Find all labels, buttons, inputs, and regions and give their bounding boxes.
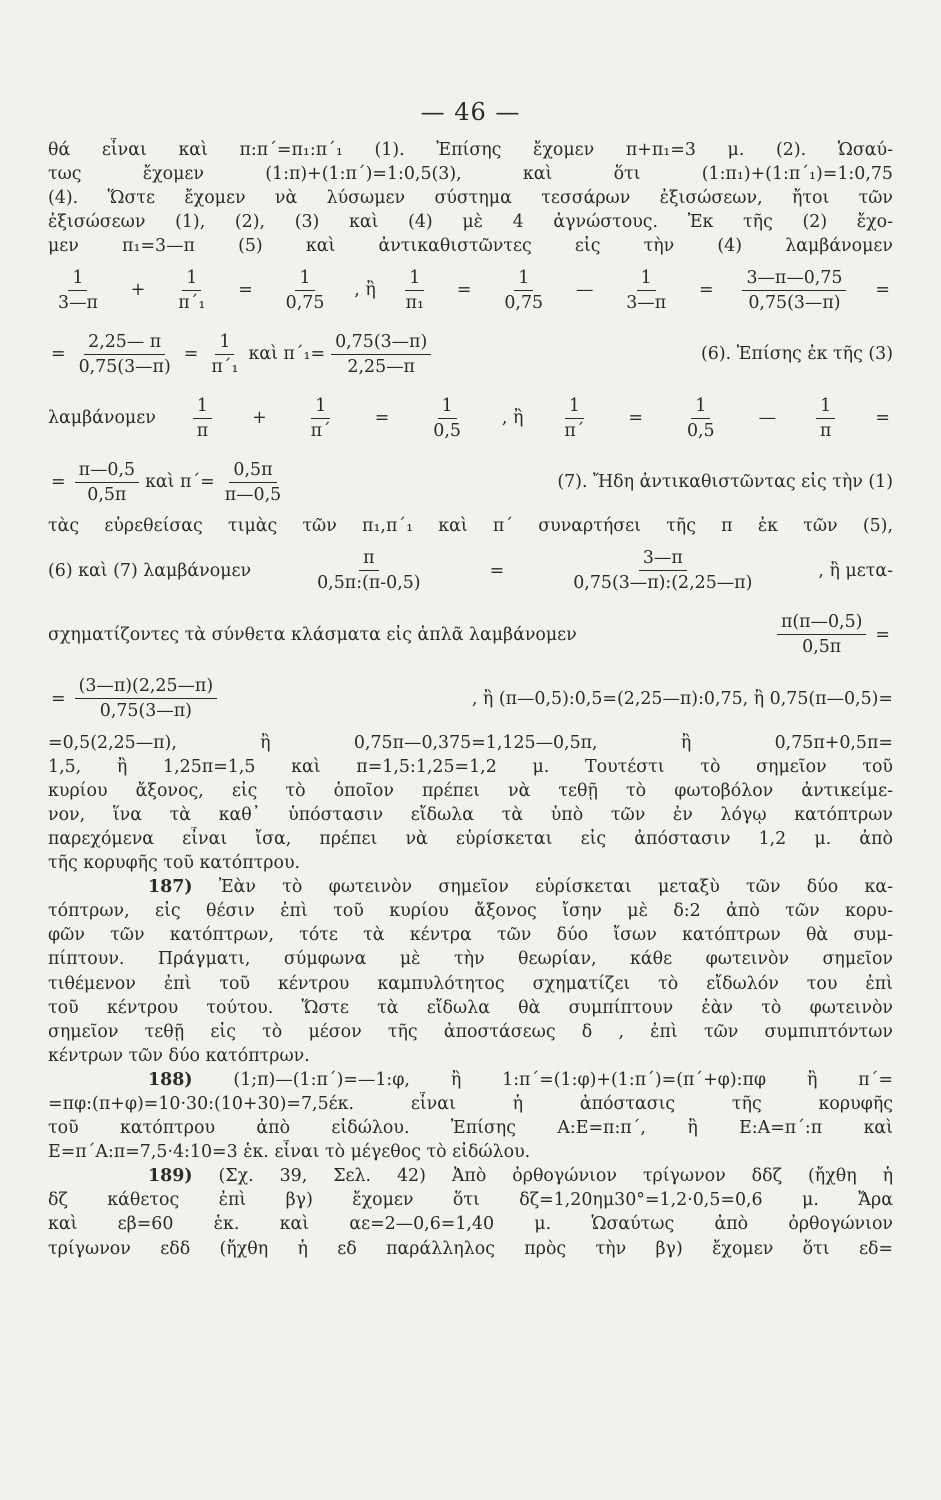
equation-text: , ἢ bbox=[501, 408, 524, 429]
page-body bbox=[48, 138, 893, 1261]
section-first-line bbox=[48, 875, 893, 899]
text-line: =0,5(2,25—π), ἢ 0,75π—0,375=1,125—0,5π, ἢ 0,75π+0,5π= bbox=[48, 732, 893, 753]
equation-text: καὶ π΄= bbox=[145, 472, 215, 493]
denominator: 0,5π bbox=[802, 637, 842, 658]
fraction bbox=[331, 332, 431, 377]
text-line: 1,5, ἢ 1,25π=1,5 καὶ π=1,5:1,25=1,2 μ. Τουτέστι τὸ σημεῖον τοῦ bbox=[48, 756, 893, 777]
equation-text: σχηματίζοντες τὰ σύνθετα κλάσματα εἰς ἁπλᾶ λαμβάνομεν bbox=[48, 624, 577, 645]
numerator: 1 bbox=[295, 268, 314, 291]
paragraph-intro bbox=[48, 138, 893, 258]
equation-text: (7). Ἤδη ἀντικαθιστῶντας εἰς τὴν (1) bbox=[557, 472, 893, 493]
section-number: 189) bbox=[148, 1166, 193, 1187]
equation-4 bbox=[48, 450, 893, 514]
text-line: σημεῖον τεθῇ εἰς τὸ μέσον τῆς ἀποστάσεως δ , ἐπὶ τῶν συμπιπτόντων bbox=[48, 1021, 893, 1042]
operator: = bbox=[875, 280, 890, 301]
fraction bbox=[500, 268, 547, 313]
operator: = bbox=[456, 280, 472, 301]
operator: = bbox=[51, 344, 66, 365]
fraction bbox=[75, 332, 175, 377]
equation-text: λαμβάνομεν bbox=[48, 408, 156, 429]
text-line: πίπτουν. Πράγματι, σύμφωνα μὲ τὴν θεωρίαν, κάθε φωτεινὸν σημεῖον bbox=[48, 949, 893, 970]
text-line: ἐξισώσεων (1), (2), (3) καὶ (4) μὲ 4 ἀγνώστους. Ἐκ τῆς (2) ἔχο- bbox=[48, 212, 893, 233]
equation-text: καὶ π΄₁= bbox=[248, 344, 326, 365]
numerator: 1 bbox=[215, 332, 234, 355]
fraction bbox=[569, 548, 756, 593]
text-line: τοῦ κέντρου τούτου. Ὥστε τὰ εἴδωλα θὰ συμπίπτουν ἐὰν τὸ φωτεινὸν bbox=[48, 997, 893, 1018]
denominator: π΄₁ bbox=[211, 356, 239, 377]
operator: = bbox=[699, 280, 714, 301]
fraction bbox=[221, 460, 285, 505]
text-line: τοῦ κατόπτρου ἀπὸ εἰδώλου. Ἐπίσης Α:Ε=π:π΄, ἢ Ε:Α=π΄:π καὶ bbox=[48, 1118, 893, 1139]
denominator: 0,5π bbox=[87, 484, 127, 505]
operator: = bbox=[628, 408, 643, 429]
text-line: νον, ἵνα τὰ καθ᾽ ὑπόστασιν εἴδωλα τὰ ὑπὸ τῶν ἐν λόγῳ κατόπτρων bbox=[48, 804, 893, 825]
numerator: 1 bbox=[438, 396, 457, 419]
fraction bbox=[683, 396, 719, 441]
operator: + bbox=[130, 280, 146, 301]
fraction bbox=[402, 268, 428, 313]
operator: = bbox=[875, 408, 890, 429]
page-number: — 46 — bbox=[420, 98, 521, 126]
equation-text: , ἢ bbox=[354, 280, 376, 301]
fraction bbox=[742, 268, 846, 313]
denominator: 0,75 bbox=[285, 292, 325, 313]
numerator: 1 bbox=[565, 396, 584, 419]
section-188 bbox=[48, 1068, 893, 1164]
numerator: π bbox=[359, 548, 378, 571]
section-number: 187) bbox=[148, 877, 193, 898]
equation-1 bbox=[48, 258, 893, 322]
operator: = bbox=[489, 560, 505, 581]
equation-left bbox=[48, 460, 291, 505]
equation-right bbox=[771, 612, 893, 657]
text-line: παρεχόμενα εἶναι ἴσα, πρέπει νὰ εὑρίσκεται εἰς ἀπόστασιν 1,2 μ. ἀπὸ bbox=[48, 828, 893, 849]
operator: = bbox=[51, 688, 66, 709]
text-line: τῆς κορυφῆς τοῦ κατόπτρου. bbox=[48, 853, 301, 874]
paragraph-conclusion bbox=[48, 731, 893, 876]
equation-text: (6). Ἐπίσης ἐκ τῆς (3) bbox=[700, 344, 893, 365]
denominator: 2,25—π bbox=[347, 356, 415, 377]
operator: = bbox=[875, 624, 890, 645]
equation-left bbox=[48, 676, 223, 721]
numerator: 1 bbox=[514, 268, 533, 291]
section-first-line bbox=[48, 1068, 893, 1092]
fraction bbox=[207, 332, 242, 377]
numerator: 1 bbox=[816, 396, 835, 419]
text-line: =πφ:(π+φ)=10·30:(10+30)=7,5έκ. εἶναι ἡ ἀπόστασις τῆς κορυφῆς bbox=[48, 1093, 893, 1114]
denominator: π—0,5 bbox=[224, 484, 282, 505]
text-line: δζ κάθετος ἐπὶ βγ) ἔχομεν ὅτι δζ=1,20ημ30°=1,2·0,5=0,6 μ. Ἄρα bbox=[48, 1190, 893, 1211]
text-line: τως ἔχομεν (1:π)+(1:π΄)=1:0,5(3), καὶ ὅτι (1:π₁)+(1:π΄₁)=1:0,75 bbox=[48, 164, 893, 185]
denominator: 0,75 bbox=[504, 292, 544, 313]
section-189 bbox=[48, 1164, 893, 1260]
numerator: 2,25— π bbox=[84, 332, 165, 355]
operator: = bbox=[374, 408, 390, 429]
numerator: 0,75(3—π) bbox=[331, 332, 431, 355]
equation-6 bbox=[48, 603, 893, 667]
operator: = bbox=[183, 344, 199, 365]
operator: — bbox=[575, 280, 594, 301]
denominator: π bbox=[819, 420, 832, 441]
text-line: θά εἶναι καὶ π:π΄=π₁:π΄₁ (1). Ἐπίσης ἔχομεν π+π₁=3 μ. (2). Ὡσαύ- bbox=[48, 140, 893, 160]
equation-3 bbox=[48, 386, 893, 450]
section-first-text: Ἐὰν τὸ φωτεινὸν σημεῖον εὑρίσκεται μεταξὺ τῶν δύο κα- bbox=[218, 877, 893, 898]
text-line: φῶν τῶν κατόπτρων, τότε τὰ κέντρα τῶν δύο ἴσων κατόπτρων θὰ συμ- bbox=[48, 925, 893, 946]
section-first-line bbox=[48, 1164, 893, 1188]
numerator: 1 bbox=[68, 268, 87, 291]
equation-2 bbox=[48, 322, 893, 386]
fraction bbox=[174, 268, 209, 313]
numerator: 3—π bbox=[639, 548, 687, 571]
numerator: π—0,5 bbox=[75, 460, 139, 483]
denominator: 0,5 bbox=[686, 420, 715, 441]
fraction bbox=[54, 268, 102, 313]
section-187 bbox=[48, 875, 893, 1068]
fraction bbox=[75, 676, 218, 721]
fraction bbox=[429, 396, 465, 441]
equation-7 bbox=[48, 667, 893, 731]
numerator: π(π—0,5) bbox=[777, 612, 866, 635]
denominator: π΄₁ bbox=[178, 292, 206, 313]
denominator: π bbox=[196, 420, 209, 441]
fraction bbox=[816, 396, 835, 441]
denominator: 0,75(3—π):(2,25—π) bbox=[573, 573, 753, 594]
fraction bbox=[282, 268, 329, 313]
equation-text: (6) καὶ (7) λαμβάνομεν bbox=[48, 560, 252, 581]
section-first-text: (1;π)—(1:π΄)=—1:φ, ἢ 1:π΄=(1:φ)+(1:π΄)=(π΄+φ):πφ ἢ π΄= bbox=[233, 1069, 893, 1090]
text-line: τρίγωνον εδδ (ἤχθη ἡ εδ παράλληλος πρὸς τὴν βγ) ἔχομεν ὅτι εδ= bbox=[48, 1238, 893, 1259]
text-line: καὶ εβ=60 ἑκ. καὶ αε=2—0,6=1,40 μ. Ὡσαύτως ἀπὸ ὀρθογώνιον bbox=[48, 1214, 893, 1235]
denominator: 0,75(3—π) bbox=[78, 356, 171, 377]
text-line: κυρίου ἄξονος, εἰς τὸ ὁποῖον πρέπει νὰ τεθῇ τὸ φωτοβόλον ἀντικείμε- bbox=[48, 780, 893, 801]
equation-left bbox=[48, 332, 437, 377]
denominator: 0,5 bbox=[433, 420, 461, 441]
text-line: τιθέμενον ἐπὶ τοῦ κέντρου καμπυλότητος σχηματίζει τὸ εἴδωλόν του ἐπὶ bbox=[48, 973, 893, 994]
numerator: 1 bbox=[182, 268, 201, 291]
fraction bbox=[313, 548, 424, 593]
numerator: (3—π)(2,25—π) bbox=[75, 676, 218, 699]
equation-text: , ἢ μετα- bbox=[818, 560, 893, 581]
denominator: 0,5π:(π-0,5) bbox=[317, 573, 421, 594]
numerator: 1 bbox=[193, 396, 212, 419]
fraction bbox=[777, 612, 866, 657]
denominator: π΄ bbox=[564, 420, 585, 441]
denominator: 0,75(3—π) bbox=[99, 701, 192, 722]
section-first-text: (Σχ. 39, Σελ. 42) Ἀπὸ ὀρθογώνιον τρίγωνον δδζ (ἤχθη ἡ bbox=[218, 1166, 893, 1187]
fraction bbox=[622, 268, 670, 313]
operator: = bbox=[51, 472, 66, 493]
fraction bbox=[193, 396, 212, 441]
operator: + bbox=[252, 408, 267, 429]
fraction bbox=[307, 396, 335, 441]
numerator: 0,5π bbox=[229, 460, 276, 483]
numerator: 1 bbox=[691, 396, 710, 419]
equation-5 bbox=[48, 539, 893, 603]
numerator: 1 bbox=[637, 268, 656, 291]
numerator: 3—π—0,75 bbox=[742, 268, 846, 291]
denominator: π΄ bbox=[310, 420, 331, 441]
denominator: 3—π bbox=[626, 292, 667, 313]
text-line: Ε=π΄Α:π=7,5·4:10=3 ἑκ. εἶναι τὸ μέγεθος τὸ εἰδώλου. bbox=[48, 1142, 531, 1163]
text-line: κέντρων τῶν δύο κατόπτρων. bbox=[48, 1045, 310, 1066]
text-line: τὰς εὑρεθείσας τιμὰς τῶν π₁,π΄₁ καὶ π΄ συναρτήσει τῆς π ἐκ τῶν (5), bbox=[48, 516, 893, 537]
denominator: 0,75(3—π) bbox=[748, 292, 841, 313]
text-line: τόπτρων, εἰς θέσιν ἐπὶ τοῦ κυρίου ἄξονος ἴσην μὲ δ:2 ἀπὸ τῶν κορυ- bbox=[48, 901, 893, 922]
fraction bbox=[75, 460, 139, 505]
text-line: μεν π₁=3—π (5) καὶ ἀντικαθιστῶντες εἰς τὴν (4) λαμβάνομεν bbox=[48, 236, 893, 257]
operator: — bbox=[758, 408, 776, 429]
denominator: π₁ bbox=[405, 292, 425, 313]
section-number: 188) bbox=[148, 1069, 193, 1090]
numerator: 1 bbox=[405, 268, 424, 291]
equation-text: , ἢ (π—0,5):0,5=(2,25—π):0,75, ἢ 0,75(π—0,5)= bbox=[471, 688, 893, 709]
fraction bbox=[560, 396, 588, 441]
denominator: 3—π bbox=[58, 292, 98, 313]
numerator: 1 bbox=[311, 396, 330, 419]
text-line: (4). Ὥστε ἔχομεν νὰ λύσωμεν σύστημα τεσσάρων ἐξισώσεων, ἤτοι τῶν bbox=[48, 188, 893, 209]
operator: = bbox=[238, 280, 253, 301]
